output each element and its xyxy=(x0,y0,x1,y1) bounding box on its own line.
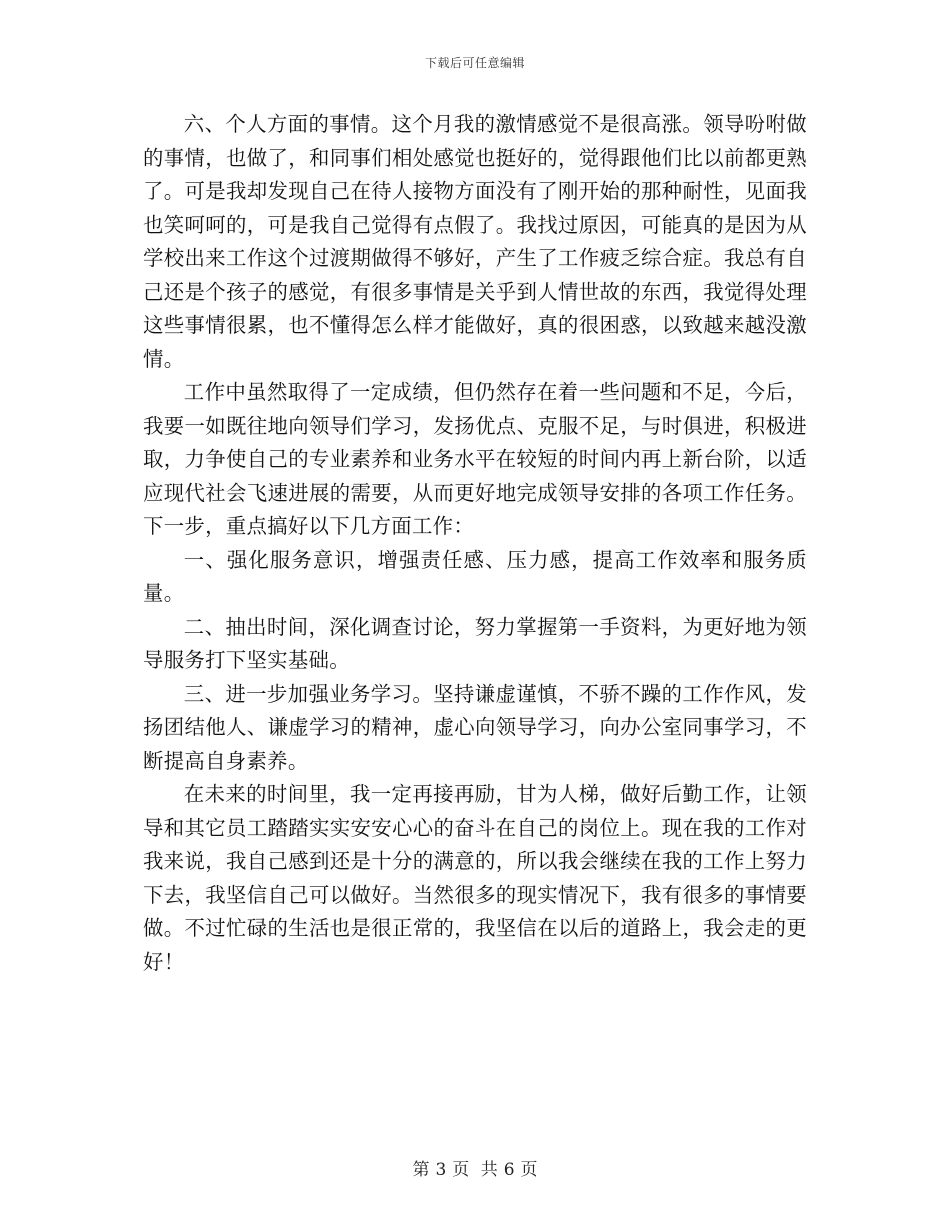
current-page-number: 3 xyxy=(435,1160,447,1180)
paragraph-shortcomings-and-plan: 工作中虽然取得了一定成绩，但仍然存在着一些问题和不足，今后，我要一如既往地向领导们学习，发扬优点、克服不足，与时俱进，积极进取，力争使自己的专业素养和业务水平在较短的时间内再上新台阶，以适应现代社会飞速进展的需要，从而更好地完成领导安排的各项工作任务。下一步，重点搞好以下几方面工作： xyxy=(143,380,807,538)
footer-mid: 页 共 xyxy=(452,1160,498,1180)
document-body xyxy=(143,108,807,979)
paragraph-personal-matters: 六、个人方面的事情。这个月我的激情感觉不是很高涨。领导吩咐做的事情，也做了，和同事们相处感觉也挺好的，觉得跟他们比以前都更熟了。可是我却发现自己在待人接物方面没有了刚开始的那种耐性，见面我也笑呵呵的，可是我自己觉得有点假了。我找过原因，可能真的是因为从学校出来工作这个过渡期做得不够好，产生了工作疲乏综合症。我总有自己还是个孩子的感觉，有很多事情是关乎到人情世故的东西，我觉得处理这些事情很累，也不懂得怎么样才能做好，真的很困惑，以致越来越没激情。 xyxy=(143,112,807,371)
paragraph-conclusion: 在未来的时间里，我一定再接再励，甘为人梯，做好后勤工作，让领导和其它员工踏踏实实安安心心的奋斗在自己的岗位上。现在我的工作对我来说，我自己感到还是十分的满意的，所以我会继续在我的工作上努力下去，我坚信自己可以做好。当然很多的现实情况下，我有很多的事情要做。不过忙碌的生活也是很正常的，我坚信在以后的道路上，我会走的更好！ xyxy=(143,782,807,974)
paragraph-item-three: 三、进一步加强业务学习。坚持谦虚谨慎，不骄不躁的工作作风，发扬团结他人、谦虚学习的精神，虚心向领导学习，向办公室同事学习，不断提高自身素养。 xyxy=(143,681,807,773)
page-header: 下载后可任意编辑 xyxy=(424,56,525,70)
footer-suffix: 页 xyxy=(520,1160,538,1180)
footer-prefix: 第 xyxy=(412,1160,430,1180)
total-page-count: 6 xyxy=(503,1160,515,1180)
paragraph-item-one: 一、强化服务意识，增强责任感、压力感，提高工作效率和服务质量。 xyxy=(143,547,807,605)
paragraph-item-two: 二、抽出时间，深化调查讨论，努力掌握第一手资料，为更好地为领导服务打下坚实基础。 xyxy=(143,614,807,672)
page-footer xyxy=(0,1155,950,1180)
